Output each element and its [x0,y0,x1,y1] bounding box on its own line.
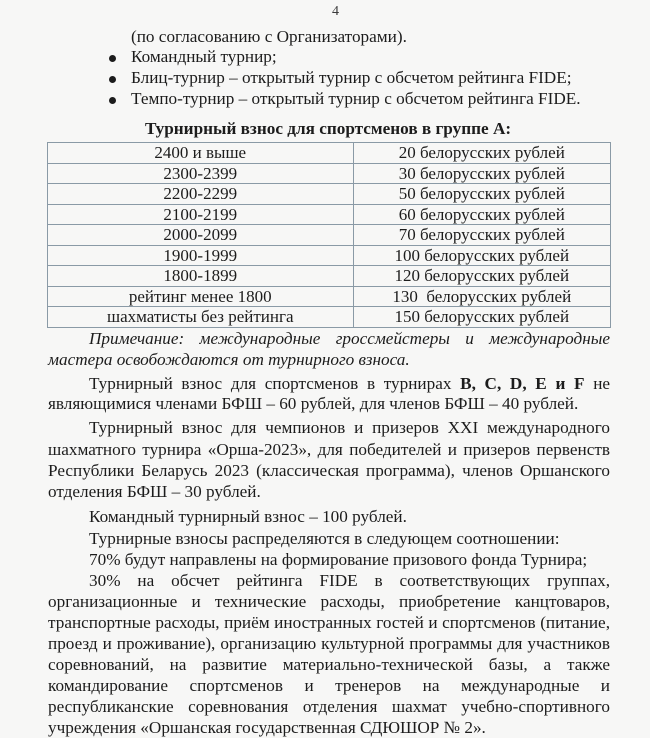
paragraph-champions-line: отделения БФШ – 30 рублей. [48,482,261,501]
distribution-30-line: командирование спортсменов и тренеров на международные и [48,676,610,695]
fee-cell: 130 белорусских рублей [353,286,610,307]
table-row [48,286,611,307]
rating-cell: 1800-1899 [48,266,354,287]
rating-cell: шахматисты без рейтинга [48,307,354,328]
table-row [48,204,611,225]
team-fee: Командный турнирный взнос – 100 рублей. [89,507,407,526]
rating-cell: 2400 и выше [48,143,354,164]
distribution-30-line: проезд и проживание), организацию культурной программы для участников [48,634,610,653]
table-row [48,163,611,184]
bullet-icon [109,55,116,62]
tournament-groups: B, C, D, E и F [460,374,585,393]
fee-cell: 50 белорусских рублей [353,184,610,205]
distribution-30-line: организационные и технические расходы, приобретение канцтоваров, [48,592,610,611]
distribution-70: 70% будут направлены на формирование призового фонда Турнира; [89,550,588,569]
bullet-item: Блиц-турнир – открытый турнир с обсчетом рейтинга FIDE; [131,68,572,87]
distribution-30-line: соревнований, на развитие материально-технической базы, а также [48,655,610,674]
distribution-30-line: 30% на обсчет рейтинга FIDE в соответствующих группах, [89,571,610,590]
paragraph-champions-line: шахматного турнира «Орша-2023», для победителей и призеров первенств [48,440,610,459]
fee-cell: 120 белорусских рублей [353,266,610,287]
rating-cell: 2300-2399 [48,163,354,184]
intro-continuation: (по согласованию с Организаторами). [131,27,407,46]
distribution-intro: Турнирные взносы распределяются в следующем соотношении: [89,529,560,548]
distribution-30-line: транспортные расходы, приём иностранных гостей и спортсменов (питание, [48,613,610,632]
fee-cell: 100 белорусских рублей [353,245,610,266]
paragraph-champions-line: Республики Беларусь 2023 (классическая программа), членов Оршанского [48,461,610,480]
paragraph-text: не [593,374,611,393]
fee-cell: 150 белорусских рублей [353,307,610,328]
paragraph-bcdef-line: являющимися членами БФШ – 60 рублей, для членов БФШ – 40 рублей. [48,394,579,413]
paragraph-champions-line: Турнирный взнос для чемпионов и призеров XXI международного [89,418,610,437]
rating-cell: 2200-2299 [48,184,354,205]
note-line: мастера освобождаются от турнирного взноса. [48,350,410,369]
fee-cell: 30 белорусских рублей [353,163,610,184]
bullet-icon [109,97,116,104]
fee-cell: 60 белорусских рублей [353,204,610,225]
bullet-icon [109,76,116,83]
table-row [48,143,611,164]
bullet-item: Командный турнир; [131,47,277,66]
rating-cell: 1900-1999 [48,245,354,266]
distribution-30-line: республиканские соревнования отделения шахмат учебно-спортивного [48,697,610,716]
fee-table [47,142,611,328]
table-row [48,266,611,287]
table-row [48,225,611,246]
note-line: Примечание: международные гроссмейстеры и международные [89,329,610,348]
paragraph-bcdef-line [89,374,610,394]
fee-table-title: Турнирный взнос для спортсменов в группе А: [145,119,512,138]
paragraph-text: Турнирный взнос для спортсменов в турнирах [89,374,452,393]
page-number: 4 [332,4,339,19]
rating-cell: 2100-2199 [48,204,354,225]
table-row [48,307,611,328]
table-row [48,184,611,205]
distribution-30-line: учреждения «Оршанская государственная СДЮШОР № 2». [48,718,486,737]
rating-cell: рейтинг менее 1800 [48,286,354,307]
bullet-item: Темпо-турнир – открытый турнир с обсчетом рейтинга FIDE. [131,89,581,108]
rating-cell: 2000-2099 [48,225,354,246]
fee-cell: 20 белорусских рублей [353,143,610,164]
table-row [48,245,611,266]
fee-cell: 70 белорусских рублей [353,225,610,246]
